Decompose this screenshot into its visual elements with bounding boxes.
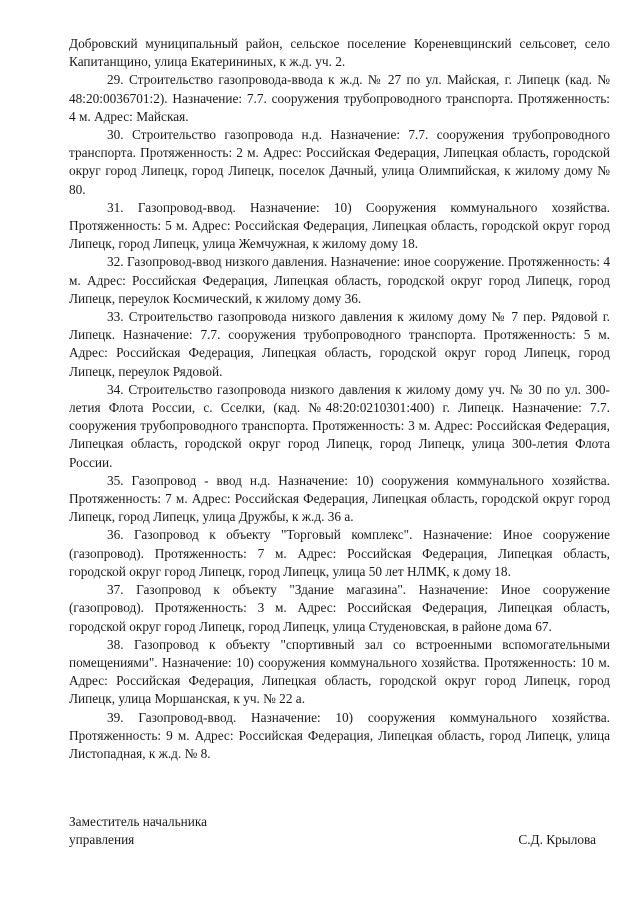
list-item-33: 33. Строительство газопровода низкого давления к жилому дому № 7 пер. Рядовой г. Липецк. Назначение: 7.7. сооружения трубопроводного транспорта. Протяженность: 5 м. Адрес: Российская Федерация, Липецкая область, городской округ город Липецк, город Липецк, переулок Рядовой.: [69, 309, 610, 379]
list-item-31: 31. Газопровод-ввод. Назначение: 10) Сооружения коммунального хозяйства. Протяженность: 5 м. Адрес: Российская Федерация, Липецкая область, городской округ город Липецк, город Липецк, улица Жемчужная, к жилому дому 18.: [69, 199, 610, 252]
signature-row: [69, 831, 610, 849]
list-item-39: 39. Газопровод-ввод. Назначение: 10) сооружения коммунального хозяйства. Протяженность: 9 м. Адрес: Российская Федерация, Липецкая область, город Липецк, улица Листопадная, к ж.д. № 8.: [69, 709, 610, 761]
list-item-30: 30. Строительство газопровода н.д. Назначение: 7.7. сооружения трубопроводного транспорта. Протяженность: 2 м. Адрес: Российская Федерация, Липецкая область, городской округ город Липецк, город Липецк, поселок Дачный, улица Олимпийская, к жилому дому № 80.: [69, 127, 610, 197]
paragraph-continuation: Добровский муниципальный район, сельское поселение Кореневщинский сельсовет, село Капитанщино, улица Екатерининых, к ж.д. уч. 2.: [69, 36, 610, 70]
signature-block: [69, 813, 610, 849]
list-item-35: 35. Газопровод - ввод н.д. Назначение: 10) сооружения коммунального хозяйства. Протяженность: 7 м. Адрес: Российская Федерация, Липецкая область, городской округ город Липецк, город Липецк, улица Дружбы, к ж.д. 36 а.: [69, 472, 610, 525]
signer-name: С.Д. Крылова: [518, 832, 596, 848]
list-item-38: 38. Газопровод к объекту "спортивный зал со встроенными вспомогательными помещениями". Назначение: 10) сооружения коммунального хозяйства. Протяженность: 10 м. Адрес: Российская Федерация, Липецкая область, городской округ город Липецк, город Липецк, улица Моршанская, к уч. № 22 а.: [69, 636, 610, 707]
list-item-36: 36. Газопровод к объекту "Торговый комплекс". Назначение: Иное сооружение (газопровод). Протяженность: 7 м. Адрес: Российская Федерация, Липецкая область, городской округ город Липецк, город Липецк, улица 50 лет НЛМК, к дому 18.: [69, 527, 610, 579]
list-item-34: 34. Строительство газопровода низкого давления к жилому дому уч. № 30 по ул. 300-летия Флота России, с. Сселки, (кад. №48:20:0210301:400) г. Липецк. Назначение: 7.7. сооружения трубопроводного транспорта. Протяженность: 3 м. Адрес: Российская Федерация, Липецкая область, городской округ город Липецк, город Липецк, улица 300-летия Флота России.: [69, 381, 610, 470]
signer-position-line2: управления: [69, 832, 135, 848]
signer-position-line1: Заместитель начальника: [69, 814, 208, 829]
list-item-32: 32. Газопровод-ввод низкого давления. Назначение: иное сооружение. Протяженность: 4 м. Адрес: Российская Федерация, Липецкая область, городской округ город Липецк, город Липецк, переулок Космический, к жилому дому 36.: [69, 254, 610, 306]
document-body: [69, 35, 610, 763]
list-item-29: 29. Строительство газопровода-ввода к ж.д. № 27 по ул. Майская, г. Липецк (кад. № 48:20:0036701:2). Назначение: 7.7. сооружения трубопроводного транспорта. Протяженность: 4 м. Адрес: Майская.: [69, 72, 610, 124]
list-item-37: 37. Газопровод к объекту "Здание магазина". Назначение: Иное сооружение (газопровод). Протяженность: 3 м. Адрес: Российская Федерация, Липецкая область, городской округ город Липецк, город Липецк, улица Студеновская, в районе дома 67.: [69, 582, 610, 634]
